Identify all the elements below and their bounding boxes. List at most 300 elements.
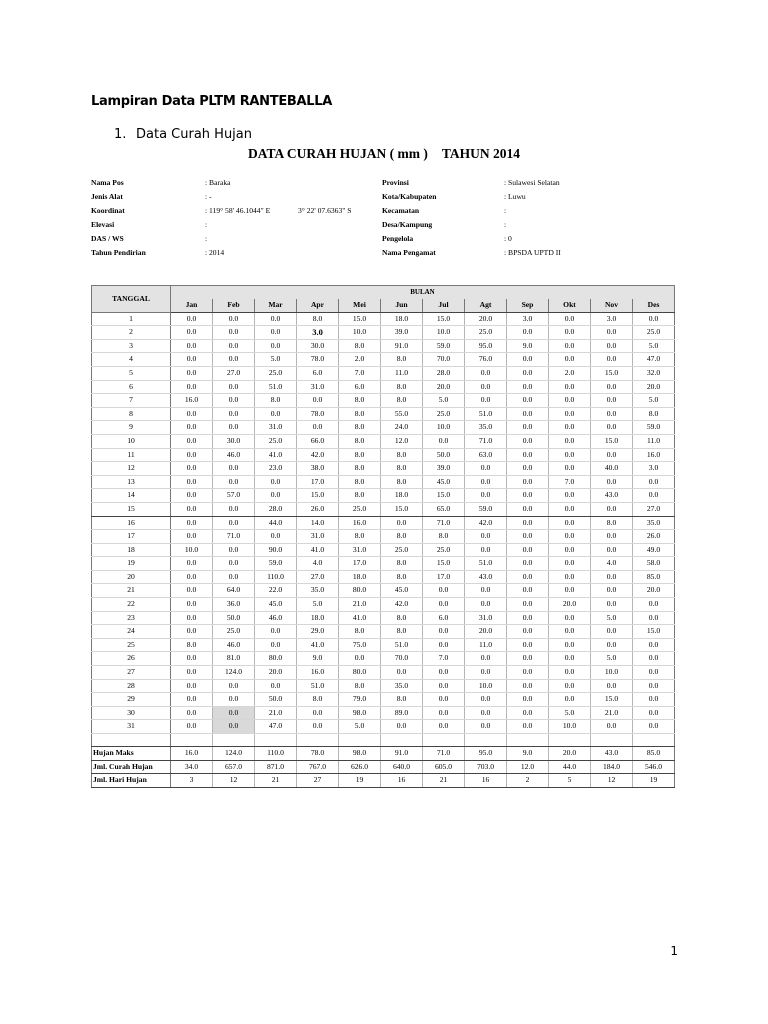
month-header: Agt [465, 299, 507, 312]
rainfall-value: 25.0 [633, 326, 675, 340]
rainfall-value: 0.0 [255, 679, 297, 693]
rainfall-value: 0.0 [549, 570, 591, 584]
rainfall-value: 31.0 [465, 611, 507, 625]
info-value: : [205, 234, 208, 243]
rainfall-value: 0.0 [507, 434, 549, 448]
rainfall-value: 25.0 [339, 502, 381, 516]
rainfall-value: 0.0 [465, 489, 507, 503]
rainfall-value: 0.0 [549, 516, 591, 530]
rainfall-value: 6.0 [423, 611, 465, 625]
rainfall-value: 0.0 [297, 421, 339, 435]
table-row [92, 666, 675, 680]
day-cell: 19 [92, 557, 171, 571]
rainfall-value: 8.0 [339, 407, 381, 421]
info-value: : Sulawesi Selatan [504, 178, 560, 187]
rainfall-value: 45.0 [381, 584, 423, 598]
day-cell: 22 [92, 598, 171, 612]
rainfall-value: 20.0 [633, 380, 675, 394]
rainfall-value: 8.0 [381, 475, 423, 489]
rainfall-value: 8.0 [381, 611, 423, 625]
day-cell: 9 [92, 421, 171, 435]
rainfall-value: 21.0 [591, 706, 633, 720]
rainfall-value: 20.0 [549, 598, 591, 612]
rainfall-value: 25.0 [381, 543, 423, 557]
info-label: Nama Pos [91, 178, 124, 187]
rainfall-value: 70.0 [381, 652, 423, 666]
section-number: 1. [114, 127, 127, 142]
rainfall-value: 0.0 [591, 326, 633, 340]
rainfall-value: 0.0 [465, 666, 507, 680]
empty-cell [92, 734, 171, 747]
rainfall-value: 0.0 [465, 530, 507, 544]
day-cell: 12 [92, 462, 171, 476]
table-row [92, 611, 675, 625]
rainfall-value: 5.0 [339, 720, 381, 734]
rainfall-value: 0.0 [507, 326, 549, 340]
rainfall-value: 8.0 [339, 339, 381, 353]
month-header: Nov [591, 299, 633, 312]
day-cell: 7 [92, 394, 171, 408]
table-title [0, 146, 768, 162]
table-row [92, 475, 675, 489]
rainfall-value: 71.0 [465, 434, 507, 448]
rainfall-value: 0.0 [171, 557, 213, 571]
rainfall-value: 29.0 [297, 625, 339, 639]
rainfall-value: 0.0 [591, 530, 633, 544]
rainfall-value: 0.0 [255, 475, 297, 489]
table-row [92, 693, 675, 707]
info-label: DAS / WS [91, 234, 124, 243]
table-row [92, 570, 675, 584]
day-cell: 16 [92, 516, 171, 530]
summary-value: 9.0 [507, 747, 549, 761]
rainfall-value: 0.0 [213, 720, 255, 734]
rainfall-value: 51.0 [297, 679, 339, 693]
rainfall-value: 36.0 [213, 598, 255, 612]
rainfall-value: 8.0 [423, 530, 465, 544]
rainfall-value: 28.0 [255, 502, 297, 516]
summary-row [92, 774, 675, 788]
rainfall-value: 0.0 [507, 720, 549, 734]
summary-value: 21 [423, 774, 465, 788]
rainfall-value: 30.0 [213, 434, 255, 448]
rainfall-value: 0.0 [507, 462, 549, 476]
empty-cell [507, 734, 549, 747]
rainfall-value: 2.0 [549, 366, 591, 380]
rainfall-value: 25.0 [465, 326, 507, 340]
bulan-header: BULAN [171, 286, 675, 300]
rainfall-value: 0.0 [465, 462, 507, 476]
rainfall-value: 11.0 [465, 638, 507, 652]
month-header: Feb [213, 299, 255, 312]
rainfall-value: 78.0 [297, 407, 339, 421]
info-label: Jenis Alat [91, 192, 123, 201]
rainfall-value: 51.0 [255, 380, 297, 394]
rainfall-value: 0.0 [549, 638, 591, 652]
table-row [92, 339, 675, 353]
info-label: Kota/Kabupaten [382, 192, 437, 201]
rainfall-value: 27.0 [633, 502, 675, 516]
rainfall-value: 0.0 [213, 353, 255, 367]
rainfall-value: 15.0 [633, 625, 675, 639]
rainfall-value: 3.0 [591, 312, 633, 326]
info-label: Provinsi [382, 178, 409, 187]
rainfall-value: 14.0 [297, 516, 339, 530]
rainfall-value: 0.0 [507, 625, 549, 639]
rainfall-value: 90.0 [255, 543, 297, 557]
rainfall-value: 15.0 [297, 489, 339, 503]
rainfall-value: 124.0 [213, 666, 255, 680]
day-cell: 20 [92, 570, 171, 584]
rainfall-value: 59.0 [465, 502, 507, 516]
rainfall-value: 50.0 [255, 693, 297, 707]
info-value: : - [205, 192, 212, 201]
rainfall-value: 8.0 [591, 516, 633, 530]
rainfall-value: 0.0 [507, 611, 549, 625]
rainfall-value: 0.0 [213, 502, 255, 516]
rainfall-value: 0.0 [591, 584, 633, 598]
rainfall-value: 42.0 [465, 516, 507, 530]
rainfall-value: 0.0 [171, 353, 213, 367]
rainfall-value: 57.0 [213, 489, 255, 503]
rainfall-value: 0.0 [171, 380, 213, 394]
rainfall-value: 0.0 [507, 448, 549, 462]
day-cell: 8 [92, 407, 171, 421]
day-cell: 14 [92, 489, 171, 503]
rainfall-value: 50.0 [423, 448, 465, 462]
rainfall-value: 20.0 [255, 666, 297, 680]
rainfall-value: 11.0 [633, 434, 675, 448]
table-row [92, 530, 675, 544]
rainfall-value: 0.0 [171, 584, 213, 598]
table-row [92, 312, 675, 326]
rainfall-value: 0.0 [549, 679, 591, 693]
rainfall-value: 8.0 [339, 475, 381, 489]
rainfall-value: 0.0 [507, 489, 549, 503]
rainfall-value: 0.0 [381, 516, 423, 530]
rainfall-value: 0.0 [591, 502, 633, 516]
rainfall-value: 0.0 [591, 339, 633, 353]
summary-value: 71.0 [423, 747, 465, 761]
rainfall-value: 39.0 [381, 326, 423, 340]
rainfall-value: 0.0 [549, 407, 591, 421]
summary-value: 546.0 [633, 760, 675, 774]
rainfall-value: 8.0 [381, 448, 423, 462]
rainfall-value: 0.0 [381, 666, 423, 680]
rainfall-value: 12.0 [381, 434, 423, 448]
rainfall-value: 8.0 [339, 434, 381, 448]
rainfall-value: 26.0 [633, 530, 675, 544]
rainfall-value: 0.0 [171, 502, 213, 516]
table-row [92, 502, 675, 516]
rainfall-value: 0.0 [213, 326, 255, 340]
rainfall-value: 40.0 [591, 462, 633, 476]
rainfall-value: 59.0 [633, 421, 675, 435]
rainfall-value: 0.0 [171, 516, 213, 530]
rainfall-value: 0.0 [213, 421, 255, 435]
rainfall-value: 5.0 [255, 353, 297, 367]
rainfall-value: 0.0 [549, 339, 591, 353]
rainfall-value: 5.0 [633, 394, 675, 408]
rainfall-value: 0.0 [255, 407, 297, 421]
rainfall-value: 0.0 [507, 530, 549, 544]
rainfall-value: 0.0 [171, 326, 213, 340]
rainfall-value: 31.0 [297, 530, 339, 544]
rainfall-value: 25.0 [423, 543, 465, 557]
table-row [92, 407, 675, 421]
day-cell: 24 [92, 625, 171, 639]
info-value: : 2014 [205, 248, 225, 257]
rainfall-value: 0.0 [507, 543, 549, 557]
rainfall-value: 0.0 [255, 625, 297, 639]
rainfall-value: 0.0 [591, 448, 633, 462]
rainfall-value: 70.0 [423, 353, 465, 367]
rainfall-value: 0.0 [549, 584, 591, 598]
rainfall-value: 46.0 [255, 611, 297, 625]
rainfall-value: 0.0 [507, 353, 549, 367]
rainfall-value: 79.0 [339, 693, 381, 707]
rainfall-value: 0.0 [591, 625, 633, 639]
rainfall-value: 3.0 [297, 326, 339, 340]
summary-value: 21 [255, 774, 297, 788]
table-row [92, 421, 675, 435]
rainfall-value: 30.0 [297, 339, 339, 353]
rainfall-value: 0.0 [465, 380, 507, 394]
info-value: : Luwu [504, 192, 526, 201]
info-value: : Baraka [205, 178, 231, 187]
rainfall-value: 20.0 [423, 380, 465, 394]
rainfall-value: 0.0 [549, 557, 591, 571]
rainfall-value: 0.0 [591, 638, 633, 652]
rainfall-value: 0.0 [171, 611, 213, 625]
rainfall-value: 0.0 [255, 312, 297, 326]
table-row [92, 434, 675, 448]
rainfall-value: 0.0 [507, 638, 549, 652]
rainfall-value: 0.0 [297, 706, 339, 720]
rainfall-value: 0.0 [549, 421, 591, 435]
rainfall-value: 85.0 [633, 570, 675, 584]
rainfall-value: 8.0 [381, 394, 423, 408]
rainfall-value: 0.0 [591, 394, 633, 408]
info-label: Pengelola [382, 234, 414, 243]
day-cell: 21 [92, 584, 171, 598]
station-info-left [91, 178, 371, 262]
rainfall-value: 21.0 [339, 598, 381, 612]
table-row [92, 652, 675, 666]
rainfall-value: 0.0 [633, 652, 675, 666]
summary-value: 2 [507, 774, 549, 788]
summary-value: 626.0 [339, 760, 381, 774]
rainfall-value: 51.0 [465, 407, 507, 421]
rainfall-value: 0.0 [549, 502, 591, 516]
rainfall-value: 0.0 [549, 380, 591, 394]
summary-value: 98.0 [339, 747, 381, 761]
summary-value: 640.0 [381, 760, 423, 774]
rainfall-value: 0.0 [549, 394, 591, 408]
table-row [92, 394, 675, 408]
rainfall-value: 0.0 [549, 448, 591, 462]
day-cell: 2 [92, 326, 171, 340]
rainfall-value: 41.0 [297, 638, 339, 652]
rainfall-value: 58.0 [633, 557, 675, 571]
info-value: : [504, 206, 507, 215]
day-cell: 10 [92, 434, 171, 448]
rainfall-value: 0.0 [213, 693, 255, 707]
rainfall-value: 0.0 [591, 407, 633, 421]
info-label: Desa/Kampung [382, 220, 433, 229]
rainfall-value: 8.0 [339, 394, 381, 408]
summary-value: 703.0 [465, 760, 507, 774]
info-label: Koordinat [91, 206, 125, 215]
day-cell: 31 [92, 720, 171, 734]
rainfall-value: 5.0 [549, 706, 591, 720]
rainfall-value: 0.0 [465, 720, 507, 734]
rainfall-value: 0.0 [213, 543, 255, 557]
rainfall-value: 15.0 [591, 366, 633, 380]
rainfall-value: 4.0 [591, 557, 633, 571]
rainfall-value: 0.0 [381, 720, 423, 734]
empty-cell [297, 734, 339, 747]
rainfall-value: 91.0 [381, 339, 423, 353]
rainfall-value: 0.0 [423, 679, 465, 693]
rainfall-value: 0.0 [171, 720, 213, 734]
rainfall-value: 15.0 [591, 434, 633, 448]
rainfall-value: 41.0 [339, 611, 381, 625]
rainfall-value: 16.0 [297, 666, 339, 680]
rainfall-value: 0.0 [633, 720, 675, 734]
summary-value: 27 [297, 774, 339, 788]
rainfall-value: 20.0 [465, 312, 507, 326]
rainfall-value: 0.0 [591, 720, 633, 734]
rainfall-value: 0.0 [171, 434, 213, 448]
rainfall-value: 81.0 [213, 652, 255, 666]
rainfall-value: 47.0 [633, 353, 675, 367]
summary-row [92, 747, 675, 761]
rainfall-value: 18.0 [339, 570, 381, 584]
rainfall-value: 8.0 [171, 638, 213, 652]
rainfall-table [91, 285, 675, 788]
rainfall-value: 50.0 [213, 611, 255, 625]
rainfall-value: 0.0 [213, 339, 255, 353]
rainfall-value: 8.0 [339, 448, 381, 462]
info-value: : 119° 58' 46.1044" E [205, 206, 271, 215]
rainfall-value: 65.0 [423, 502, 465, 516]
rainfall-value: 8.0 [255, 394, 297, 408]
rainfall-value: 0.0 [591, 421, 633, 435]
summary-value: 871.0 [255, 760, 297, 774]
rainfall-value: 0.0 [591, 380, 633, 394]
rainfall-value: 0.0 [423, 666, 465, 680]
empty-cell [591, 734, 633, 747]
rainfall-value: 0.0 [549, 543, 591, 557]
rainfall-value: 8.0 [339, 625, 381, 639]
rainfall-value: 18.0 [381, 312, 423, 326]
month-header: Mei [339, 299, 381, 312]
rainfall-value: 75.0 [339, 638, 381, 652]
rainfall-value: 0.0 [255, 489, 297, 503]
rainfall-value: 98.0 [339, 706, 381, 720]
rainfall-value: 35.0 [465, 421, 507, 435]
table-row [92, 516, 675, 530]
rainfall-value: 3.0 [633, 462, 675, 476]
rainfall-value: 0.0 [507, 407, 549, 421]
rainfall-value: 8.0 [297, 312, 339, 326]
rainfall-value: 0.0 [171, 666, 213, 680]
rainfall-value: 45.0 [255, 598, 297, 612]
rainfall-value: 0.0 [507, 666, 549, 680]
rainfall-value: 0.0 [633, 679, 675, 693]
summary-value: 124.0 [213, 747, 255, 761]
rainfall-value: 17.0 [423, 570, 465, 584]
table-row [92, 584, 675, 598]
page-number: 1 [670, 944, 678, 958]
rainfall-value: 21.0 [255, 706, 297, 720]
summary-value: 19 [633, 774, 675, 788]
rainfall-value: 5.0 [633, 339, 675, 353]
rainfall-value: 25.0 [423, 407, 465, 421]
rainfall-value: 8.0 [339, 421, 381, 435]
rainfall-value: 0.0 [507, 706, 549, 720]
rainfall-value: 27.0 [213, 366, 255, 380]
rainfall-value: 0.0 [171, 693, 213, 707]
rainfall-value: 0.0 [465, 394, 507, 408]
rainfall-value: 71.0 [423, 516, 465, 530]
rainfall-value: 80.0 [339, 584, 381, 598]
rainfall-value: 8.0 [381, 557, 423, 571]
day-cell: 28 [92, 679, 171, 693]
info-value: : 0 [504, 234, 512, 243]
rainfall-value: 6.0 [339, 380, 381, 394]
rainfall-value: 17.0 [297, 475, 339, 489]
table-row [92, 638, 675, 652]
day-cell: 26 [92, 652, 171, 666]
spacer-row [92, 734, 675, 747]
table-row [92, 720, 675, 734]
empty-cell [339, 734, 381, 747]
rainfall-value: 0.0 [171, 652, 213, 666]
month-header: Sep [507, 299, 549, 312]
rainfall-value: 6.0 [297, 366, 339, 380]
rainfall-value: 0.0 [633, 475, 675, 489]
rainfall-value: 51.0 [465, 557, 507, 571]
summary-value: 3 [171, 774, 213, 788]
rainfall-value: 35.0 [381, 679, 423, 693]
rainfall-value: 11.0 [381, 366, 423, 380]
rainfall-value: 95.0 [465, 339, 507, 353]
summary-value: 43.0 [591, 747, 633, 761]
rainfall-value: 10.0 [591, 666, 633, 680]
rainfall-value: 0.0 [171, 448, 213, 462]
rainfall-value: 0.0 [507, 570, 549, 584]
empty-cell [633, 734, 675, 747]
rainfall-value: 0.0 [591, 570, 633, 584]
rainfall-value: 39.0 [423, 462, 465, 476]
rainfall-value: 5.0 [591, 652, 633, 666]
table-row [92, 598, 675, 612]
rainfall-value: 0.0 [423, 434, 465, 448]
rainfall-value: 7.0 [549, 475, 591, 489]
summary-value: 95.0 [465, 747, 507, 761]
rainfall-value: 0.0 [171, 475, 213, 489]
rainfall-value: 8.0 [381, 625, 423, 639]
rainfall-value: 44.0 [255, 516, 297, 530]
rainfall-value: 0.0 [171, 407, 213, 421]
rainfall-value: 80.0 [255, 652, 297, 666]
rainfall-value: 9.0 [297, 652, 339, 666]
day-cell: 3 [92, 339, 171, 353]
rainfall-value: 20.0 [633, 584, 675, 598]
day-cell: 1 [92, 312, 171, 326]
